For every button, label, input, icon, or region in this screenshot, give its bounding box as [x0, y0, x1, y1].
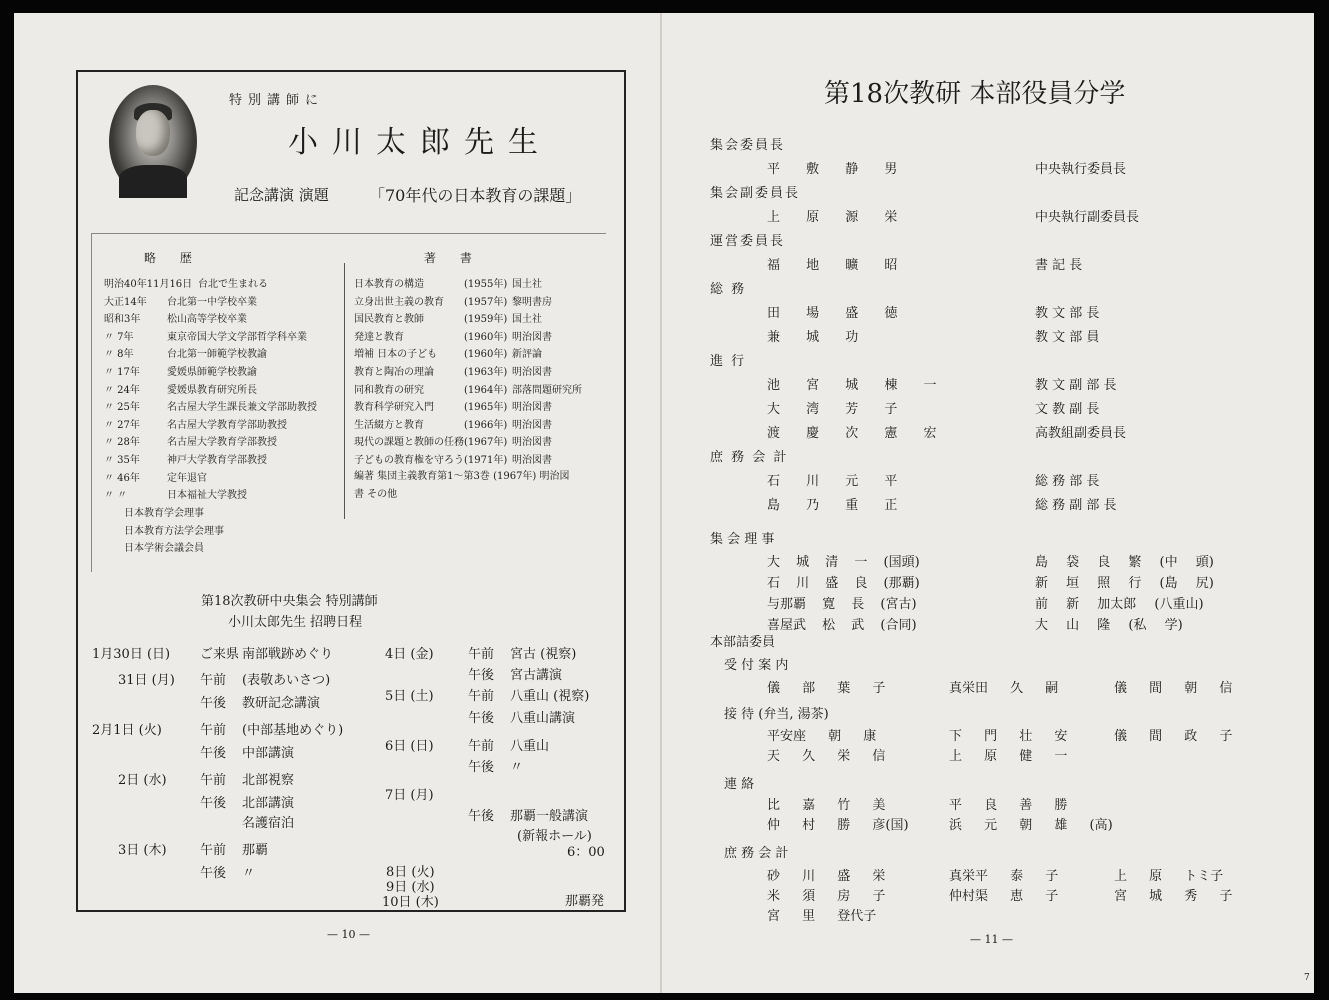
member-post: 文 教 副 長	[1035, 402, 1100, 417]
accounting-role: 庶 務 会 計	[724, 846, 789, 861]
schedule-ampm: 午後	[468, 760, 495, 775]
bio-event: 台北第一師範学校教諭	[167, 349, 267, 361]
schedule-item: 八重山講演	[510, 711, 576, 726]
membership: 日本教育方法学会理事	[124, 525, 224, 537]
liaison-member: 仲 村 勝 彦(国)	[767, 818, 909, 833]
schedule-item: (表敬あいさつ)	[242, 673, 331, 688]
schedule-date: 6日 (日)	[385, 739, 434, 754]
liaison-member: 浜 元 朝 雄 (高)	[949, 818, 1113, 833]
schedule-item: 名護宿泊	[242, 816, 295, 831]
member-name: 兼 城 功	[767, 330, 859, 345]
hospitality-role: 接 待 (弁当, 湯茶)	[724, 707, 829, 722]
work-year: (1963年)	[464, 367, 508, 378]
schedule-date: 2日 (水)	[118, 773, 167, 788]
bio-event: 名古屋大学生課長兼文学部助教授	[167, 402, 317, 414]
schedule-item: 教研記念講演	[242, 696, 321, 711]
liaison-role: 連 絡	[724, 777, 755, 792]
schedule-date: 2月1日 (火)	[92, 723, 162, 738]
schedule-item: 宮古 (視察)	[510, 647, 577, 662]
work-title: 増補 日本の子ども	[354, 349, 438, 361]
schedule-ampm: 午後	[468, 711, 495, 726]
speaker-title: 小川太郎先生	[288, 125, 552, 160]
schedule-item: 宮古講演	[510, 668, 563, 683]
bio-event: 名古屋大学教育学部助教授	[167, 419, 287, 431]
work-year: (1965年)	[464, 402, 508, 414]
work-year: (1957年)	[464, 296, 508, 308]
bio-year: 〃 17年	[104, 367, 140, 378]
accounting-member: 仲村渠 恵 子	[949, 889, 1059, 904]
bio-year: 〃 46年	[104, 472, 140, 484]
work-publisher: 明治図書	[512, 455, 552, 466]
member-post: 書 記 長	[1035, 258, 1083, 273]
work-title: 現代の課題と教師の任務	[354, 437, 464, 449]
member-post: 中央執行副委員長	[1035, 210, 1140, 225]
member-name: 池 宮 城 棟 一	[767, 378, 937, 393]
liaison-member: 平 良 善 勝	[949, 798, 1068, 813]
work-title: 教育科学研究入門	[354, 402, 434, 414]
member-post: 総 務 副 部 長	[1035, 498, 1117, 513]
page-number-right: — 11 —	[970, 933, 1013, 946]
schedule-date: 1月30日 (日)	[92, 647, 171, 662]
bio-year: 〃 24年	[104, 384, 140, 396]
works-extra-2: 書 その他	[354, 489, 398, 500]
member-name: 上 原 源 栄	[767, 210, 898, 225]
member-name: 大 湾 芳 子	[767, 402, 898, 417]
work-publisher: 明治図書	[512, 367, 552, 378]
schedule-date: 3日 (木)	[118, 843, 167, 858]
membership: 日本教育学会理事	[124, 508, 204, 519]
role-label: 運営委員長	[710, 234, 786, 249]
work-publisher: 部落問題研究所	[512, 384, 582, 396]
schedule-date: 10日 (木)	[382, 895, 439, 910]
staff-heading: 本部詰委員	[710, 635, 776, 650]
schedule-ampm: 午前	[200, 843, 227, 858]
hospitality-member: 平安座 朝 康	[767, 729, 877, 744]
member-name: 平 敷 静 男	[767, 162, 898, 177]
member-name: 福 地 曠 昭	[767, 258, 898, 273]
council-member: 喜屋武 松 武 (合同)	[767, 618, 917, 633]
work-publisher: 新評論	[512, 349, 542, 361]
schedule-item: 那覇一般講演	[510, 809, 589, 824]
departure: 那覇発	[565, 894, 605, 909]
work-year: (1959年)	[464, 314, 508, 326]
accounting-member: 砂 川 盛 栄	[767, 869, 886, 884]
council-member: 大 山 隆 (私 学)	[1035, 618, 1183, 633]
work-publisher: 明治図書	[512, 331, 552, 343]
hospitality-member: 上 原 健 一	[949, 749, 1068, 764]
schedule-ampm: 午後	[200, 866, 227, 881]
bio-event: 愛媛県教育研究所長	[167, 384, 257, 396]
schedule-ampm: 午前	[468, 739, 495, 754]
member-post: 教 文 副 部 長	[1035, 378, 1117, 393]
schedule-ampm: 午後	[200, 746, 227, 761]
schedule-date: 8日 (火)	[386, 865, 435, 880]
schedule-ampm: 午前	[200, 673, 227, 688]
council-member: 新 垣 照 行 (島 尻)	[1035, 576, 1214, 591]
right-page	[662, 13, 1314, 993]
member-name: 島 乃 重 正	[767, 498, 898, 513]
works-heading: 著 書	[424, 251, 482, 265]
schedule-item: (中部基地めぐり)	[242, 723, 344, 738]
venue: (新報ホール)	[517, 829, 592, 844]
left-page	[14, 13, 662, 993]
schedule-date: 4日 (金)	[385, 647, 434, 662]
bio-event: 東京帝国大学文学部哲学科卒業	[167, 331, 307, 343]
bio-year: 〃 28年	[104, 437, 140, 449]
lecture-label: 記念講演 演題	[234, 186, 329, 204]
role-label: 集会副委員長	[710, 186, 801, 201]
schedule-ampm: 午前	[468, 647, 495, 662]
bio-year: 〃 27年	[104, 419, 140, 431]
page-title: 第18次教研 本部役員分学	[824, 79, 1126, 109]
header-line: 特別講師に	[229, 93, 325, 108]
works-extra-1: 編著 集団主義教育第1〜第3巻 (1967年) 明治図	[354, 471, 570, 482]
work-title: 生活綴方と教育	[354, 419, 424, 431]
member-name: 渡 慶 次 憲 宏	[767, 426, 937, 441]
schedule-item: 八重山	[510, 739, 550, 754]
role-label: 庶 務 会 計	[710, 450, 789, 465]
bio-event: 台北で生まれる	[198, 279, 268, 290]
reception-member: 儀 間 朝 信	[1114, 681, 1233, 696]
member-post: 高教組副委員長	[1035, 426, 1127, 441]
council-role: 集 会 理 事	[710, 532, 775, 547]
work-year: (1960年)	[464, 349, 508, 361]
reception-role: 受 付 案 内	[724, 658, 789, 673]
bio-year: 〃 7年	[104, 331, 134, 343]
reception-member: 儀 部 葉 子	[767, 681, 886, 696]
schedule-date: 9日 (水)	[386, 880, 435, 895]
hospitality-member: 儀 間 政 子	[1114, 729, 1233, 744]
hospitality-member: 下 門 壮 安	[949, 729, 1068, 744]
schedule-ampm: 午後	[468, 809, 495, 824]
work-year: (1955年)	[464, 279, 508, 290]
schedule-ampm: 午後	[200, 796, 227, 811]
bio-event: 愛媛県師範学校教諭	[167, 367, 257, 378]
speaker-photo	[109, 85, 197, 198]
schedule-ampm: ご来県	[200, 647, 240, 662]
column-divider	[344, 263, 345, 519]
accounting-member: 真栄平 泰 子	[949, 869, 1059, 884]
bio-year: 〃 〃	[104, 490, 128, 502]
schedule-date: 5日 (土)	[385, 689, 434, 704]
member-post: 総 務 部 長	[1035, 474, 1100, 489]
bio-year: 〃 8年	[104, 349, 134, 361]
schedule-item: 北部講演	[242, 796, 295, 811]
work-title: 子どもの教育権を守ろう	[354, 455, 464, 466]
hospitality-member: 天 久 栄 信	[767, 749, 886, 764]
lecture-title: 「70年代の日本教育の課題」	[369, 186, 582, 205]
schedule-ampm: 午前	[200, 773, 227, 788]
accounting-member: 宮 里 登代子	[767, 909, 877, 924]
schedule-ampm: 午前	[200, 723, 227, 738]
work-year: (1971年)	[464, 455, 508, 466]
council-member: 前 新 加太郎 (八重山)	[1035, 597, 1204, 612]
accounting-member: 宮 城 秀 子	[1114, 889, 1233, 904]
schedule-date: 31日 (月)	[118, 673, 175, 688]
page-number-left: — 10 —	[327, 928, 370, 941]
bio-event: 神戸大学教育学部教授	[167, 455, 267, 466]
schedule-item: 那覇	[242, 843, 269, 858]
council-member: 石 川 盛 良 (那覇)	[767, 576, 920, 591]
work-title: 国民教育と教師	[354, 314, 424, 326]
schedule-item: 〃	[510, 760, 524, 775]
work-publisher: 国土社	[512, 279, 542, 290]
time: 6：00	[567, 845, 605, 860]
schedule-item: 中部講演	[242, 746, 295, 761]
bio-year: 〃 25年	[104, 402, 140, 414]
face	[136, 110, 170, 156]
role-label: 総 務	[710, 282, 747, 297]
schedule-title-2: 小川太郎先生 招聘日程	[228, 615, 363, 630]
work-year: (1960年)	[464, 331, 508, 343]
role-label: 進 行	[710, 354, 747, 369]
bio-event: 台北第一中学校卒業	[167, 296, 257, 308]
corner-mark: 7	[1304, 973, 1310, 983]
accounting-member: 米 須 房 子	[767, 889, 886, 904]
bio-event: 名古屋大学教育学部教授	[167, 437, 277, 449]
member-name: 田 場 盛 徳	[767, 306, 898, 321]
work-year: (1967年)	[464, 437, 508, 449]
biography-heading: 略 歴	[144, 251, 202, 265]
work-year: (1966年)	[464, 419, 508, 431]
council-member: 大 城 清 一 (国頭)	[767, 555, 920, 570]
schedule-item: 八重山 (視察)	[510, 689, 590, 704]
accounting-member: 上 原 トミ子	[1114, 869, 1224, 884]
member-name: 石 川 元 平	[767, 474, 898, 489]
work-title: 日本教育の構造	[354, 279, 424, 290]
council-member: 島 袋 良 繁 (中 頭)	[1035, 555, 1214, 570]
work-title: 立身出世主義の教育	[354, 296, 444, 308]
work-publisher: 明治図書	[512, 419, 552, 431]
member-post: 中央執行委員長	[1035, 162, 1127, 177]
schedule-date: 7日 (月)	[385, 788, 434, 803]
liaison-member: 比 嘉 竹 美	[767, 798, 886, 813]
bio-year: 昭和3年	[104, 314, 141, 326]
suit	[119, 165, 187, 198]
council-member: 与那覇 寛 長 (宮古)	[767, 597, 917, 612]
work-publisher: 明治図書	[512, 402, 552, 414]
schedule-ampm: 午後	[200, 696, 227, 711]
schedule-ampm: 午前	[468, 689, 495, 704]
work-publisher: 国土社	[512, 314, 542, 326]
bio-event: 日本福祉大学教授	[167, 490, 247, 502]
bio-event: 松山高等学校卒業	[167, 314, 247, 326]
schedule-item: 南部戦跡めぐり	[242, 647, 334, 662]
work-title: 同和教育の研究	[354, 384, 424, 396]
work-title: 発達と教育	[354, 331, 404, 343]
bio-year: 明治40年11月16日	[104, 279, 193, 290]
schedule-item: 北部視察	[242, 773, 295, 788]
bio-event: 定年退官	[167, 472, 207, 484]
reception-member: 真栄田 久 嗣	[949, 681, 1059, 696]
schedule-ampm: 午後	[468, 668, 495, 683]
bio-year: 〃 35年	[104, 455, 140, 466]
work-publisher: 明治図書	[512, 437, 552, 449]
schedule-title-1: 第18次教研中央集会 特別講師	[201, 594, 378, 609]
bio-year: 大正14年	[104, 296, 147, 308]
work-year: (1964年)	[464, 384, 508, 396]
member-post: 教 文 部 員	[1035, 330, 1100, 345]
member-post: 教 文 部 長	[1035, 306, 1100, 321]
membership: 日本学術会議会員	[124, 543, 204, 555]
work-publisher: 黎明書房	[512, 296, 552, 308]
work-title: 教育と陶冶の理論	[354, 367, 434, 378]
role-label: 集会委員長	[710, 138, 786, 153]
schedule-item: 〃	[242, 866, 256, 881]
